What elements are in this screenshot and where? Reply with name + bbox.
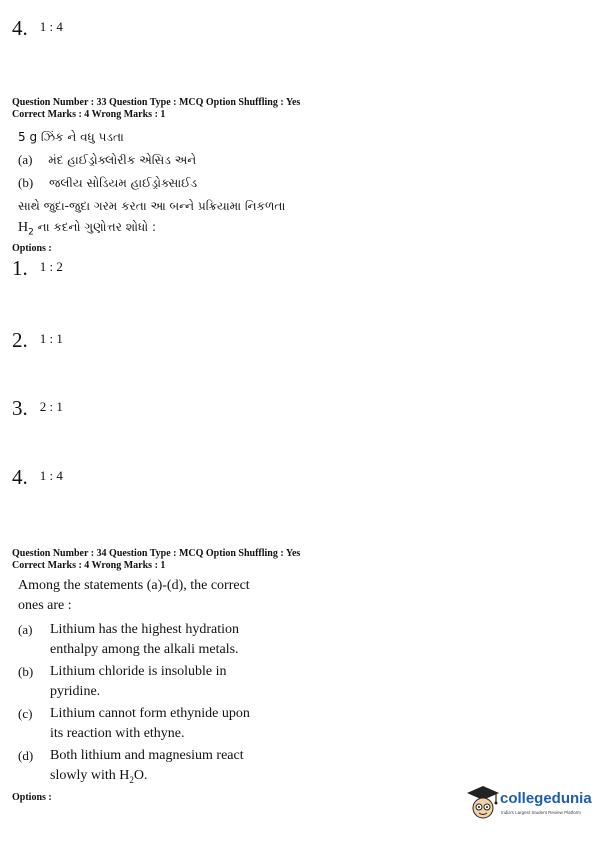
statement-text: Lithium cannot form ethynide upon — [50, 706, 250, 721]
statement-text-part: O. — [133, 768, 148, 783]
question-meta-line1: Question Number : 33 Question Type : MCQ Option Shuffling : Yes — [12, 97, 301, 108]
question-text: સાથે જુદા-જુદા ગરમ કરતા આ બન્ને પ્રક્રિયામા નિકળતા — [18, 199, 286, 213]
option-row[interactable] — [12, 258, 63, 280]
statement-text-part: slowly with H — [50, 768, 130, 783]
option-text: 1 : 4 — [39, 468, 63, 483]
statement-label: (b) — [18, 664, 34, 679]
question-meta-line1: Question Number : 34 Question Type : MCQ Option Shuffling : Yes — [12, 548, 301, 559]
question-meta — [12, 548, 300, 572]
statement-label: (a) — [18, 152, 33, 167]
option-number: 1. — [12, 256, 28, 280]
statement-b — [18, 176, 197, 190]
option-text: 1 : 2 — [39, 259, 63, 274]
options-label: Options : — [12, 792, 52, 803]
logo-wordmark: collegedunia — [500, 790, 592, 807]
option-number: 3. — [12, 396, 28, 420]
option-row[interactable] — [12, 398, 63, 420]
statement-text: જલીય સોડિયમ હાઈડ્રોક્સાઈડ — [49, 176, 198, 190]
question-line — [18, 130, 124, 144]
collegedunia-logo — [466, 782, 592, 826]
question-text: 5 g ઝિંક ને વધુ પડતા — [18, 130, 124, 144]
question-meta-line2: Correct Marks : 4 Wrong Marks : 1 — [12, 109, 166, 120]
statement-text: enthalpy among the alkali metals. — [50, 642, 239, 657]
question-line — [18, 220, 157, 238]
option-text: 1 : 1 — [39, 331, 63, 346]
option-text: 2 : 1 — [39, 399, 63, 414]
statement-a — [18, 153, 196, 167]
formula-subscript: 2 — [129, 774, 134, 785]
statement-text: pyridine. — [50, 684, 101, 699]
option-row[interactable] — [12, 330, 63, 352]
question-text: ones are : — [18, 598, 72, 613]
statement-label: (d) — [18, 748, 34, 763]
logo-tagline: India's Largest Student Review Platform — [501, 810, 581, 815]
question-line — [18, 199, 285, 213]
statement-text: મંદ હાઈડ્રોક્લોરીક એસિડ અને — [48, 153, 197, 167]
question-body — [0, 576, 595, 786]
options-label: Options : — [12, 243, 52, 254]
graduate-mascot-icon — [466, 784, 500, 822]
question-body — [0, 128, 595, 238]
statement-label: (b) — [18, 175, 34, 190]
formula-h: H — [18, 220, 29, 235]
statement-text: Both lithium and magnesium react — [50, 748, 244, 763]
option-text: 1 : 4 — [39, 19, 63, 34]
question-text: Among the statements (a)-(d), the correct — [18, 578, 250, 593]
formula-subscript: 2 — [28, 227, 34, 238]
statement-label: (c) — [18, 706, 33, 721]
question-text: ના કદનો ગુણોત્તર શોધો : — [33, 220, 157, 234]
question-meta-line2: Correct Marks : 4 Wrong Marks : 1 — [12, 560, 166, 571]
statement-text: Lithium has the highest hydration — [50, 622, 239, 637]
statement-text: Lithium chloride is insoluble in — [50, 664, 227, 679]
statement-text — [50, 766, 147, 786]
option-number: 4. — [12, 16, 28, 40]
statement-label: (a) — [18, 622, 33, 637]
statement-text: its reaction with ethyne. — [50, 726, 185, 741]
option-number: 4. — [12, 465, 28, 489]
option-number: 2. — [12, 328, 28, 352]
question-meta — [12, 97, 300, 121]
option-row — [12, 18, 63, 40]
option-row[interactable] — [12, 467, 63, 489]
